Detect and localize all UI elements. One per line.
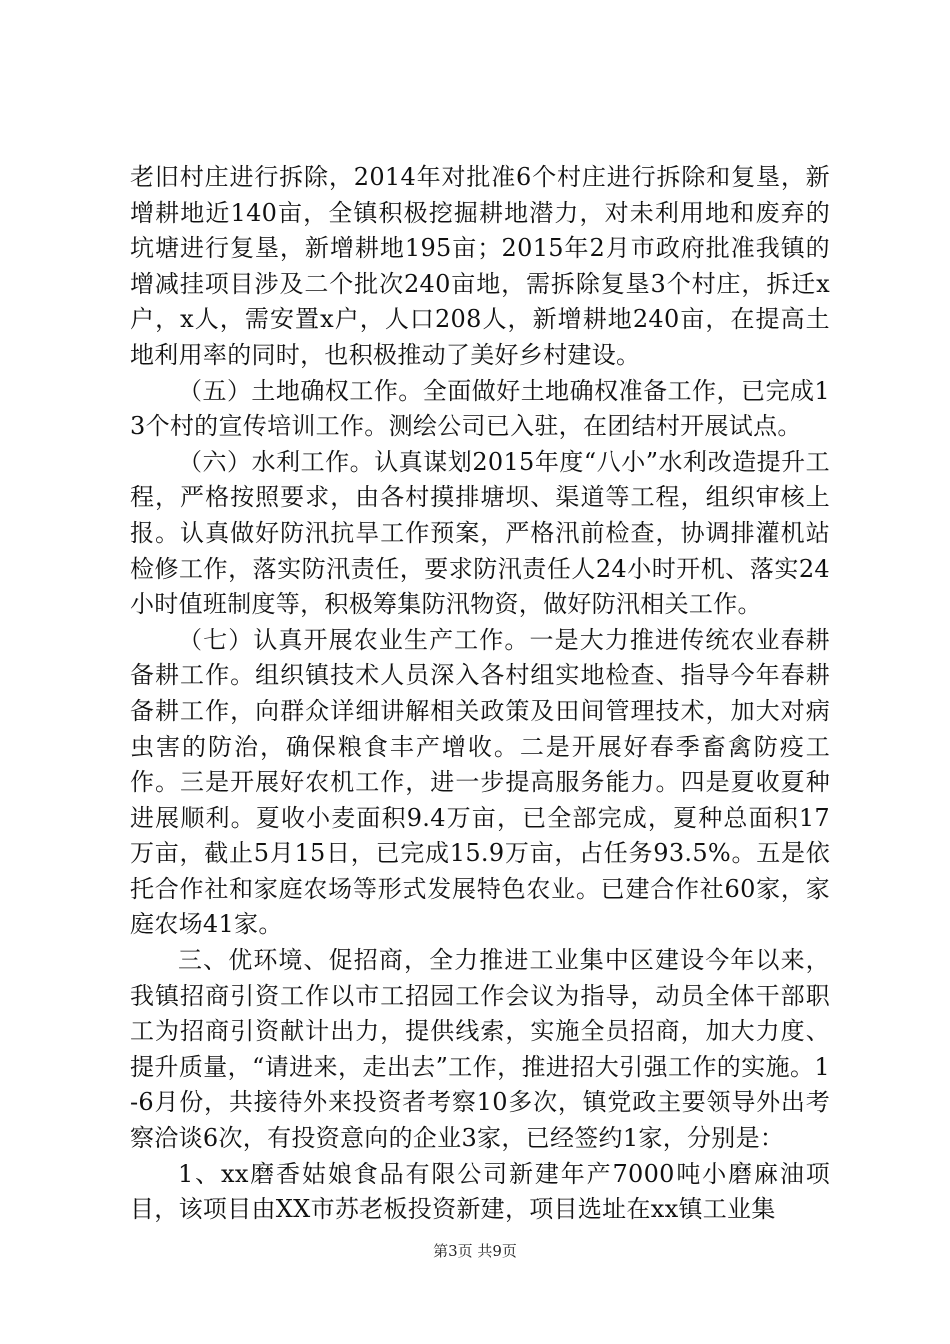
page-footer: 第3页 共9页 xyxy=(433,1242,517,1260)
paragraph-project-1: 1、xx磨香姑娘食品有限公司新建年产7000吨小磨麻油项目，该项目由XX市苏老板投资新建，项目选址在xx镇工业集 xyxy=(130,1159,830,1224)
paragraph-land-rights: （五）土地确权工作。全面做好土地确权准备工作，已完成13个村的宣传培训工作。测绘公司已入驻，在团结村开展试点。 xyxy=(130,376,830,441)
paragraph-agriculture: （七）认真开展农业生产工作。一是大力推进传统农业春耕备耕工作。组织镇技术人员深入各村组实地检查、指导今年春耕备耕工作，向群众详细讲解相关政策及田间管理技术，加大对病虫害的防治，确保粮食丰产增收。二是开展好春季畜禽防疫工作。三是开展好农机工作，进一步提高服务能力。四是夏收夏种进展顺利。夏收小麦面积9.4万亩，已全部完成，夏种总面积17万亩，截止5月15日，已完成15.9万亩，占任务93.5%。五是依托合作社和家庭农场等形式发展特色农业。已建合作社60家，家庭农场41家。 xyxy=(130,625,830,939)
paragraph-water-conservancy: （六）水利工作。认真谋划2015年度“八小”水利改造提升工程，严格按照要求，由各村摸排塘坝、渠道等工程，组织审核上报。认真做好防汛抗旱工作预案，严格汛前检查，协调排灌机站检修工作，落实防汛责任，要求防汛责任人24小时开机、落实24小时值班制度等，积极筹集防汛物资，做好防汛相关工作。 xyxy=(130,447,830,619)
paragraph-investment: 三、优环境、促招商，全力推进工业集中区建设今年以来，我镇招商引资工作以市工招园工作会议为指导，动员全体干部职工为招商引资献计出力，提供线索，实施全员招商，加大力度、提升质量，“请进来，走出去”工作，推进招大引强工作的实施。1-6月份，共接待外来投资者考察10多次，镇党政主要领导外出考察洽谈6次，有投资意向的企业3家，已经签约1家，分别是： xyxy=(130,946,830,1153)
body-text xyxy=(130,160,830,1228)
paragraph-land-reclamation: 老旧村庄进行拆除，2014年对批准6个村庄进行拆除和复垦，新增耕地近140亩，全镇积极挖掘耕地潜力，对未利用地和废弃的坑塘进行复垦，新增耕地195亩；2015年2月市政府批准我镇的增减挂项目涉及二个批次240亩地，需拆除复垦3个村庄，拆迁x户，x人，需安置x户，人口208人，新增耕地240亩，在提高土地利用率的同时，也积极推动了美好乡村建设。 xyxy=(130,163,830,369)
